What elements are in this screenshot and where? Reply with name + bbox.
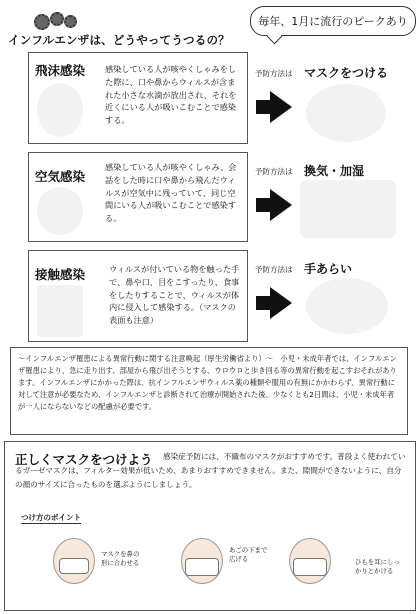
arrow-head-icon xyxy=(270,91,292,123)
mask-step-label: マスクを鼻の形に合わせる xyxy=(101,550,140,567)
virus-icon xyxy=(34,12,82,30)
window-humidifier-illustration xyxy=(300,180,396,238)
route-title: 接触感染 xyxy=(35,267,86,282)
mask-step-label: あごの下まで広げる xyxy=(229,546,268,563)
mask-step-label: ひもを耳にしっかりとかける xyxy=(355,558,400,575)
sneezing-person-illustration xyxy=(37,83,83,137)
prevention-text: 手あらい xyxy=(304,262,353,276)
prevention-label: 予防方法は xyxy=(255,167,293,176)
door-touch-illustration xyxy=(37,285,83,337)
page-title: インフルエンザは、どうやってうつるの？ xyxy=(8,33,230,47)
route-title: 飛沫感染 xyxy=(35,63,86,78)
prevention-text: 換気・加湿 xyxy=(304,164,365,178)
peak-callout-text: 毎年、1月に流行のピークあり xyxy=(258,15,408,28)
arrow-icon xyxy=(256,100,270,114)
prevention-text: マスクをつける xyxy=(304,66,389,80)
abnormal-behavior-notice xyxy=(10,347,408,435)
arrow-icon xyxy=(256,296,270,310)
route-description: ウィルスが付いている物を触った手で、鼻や口、目をこすったり、食事をしたりすることで、ウィルスが体内に侵入して感染する。（マスクの表面も注意） xyxy=(109,264,240,326)
handwashing-illustration xyxy=(306,278,388,334)
route-description: 感染している人が咳やくしゃみ、会話をした時に口や鼻から飛んだウィルスが空気中に残っていて、同じ空間にいる人が吸いこむことで感染する。 xyxy=(105,162,237,224)
mask-icon xyxy=(59,558,89,574)
mask-step-1 xyxy=(53,528,163,604)
mask-section xyxy=(4,441,416,611)
notice-text: ～インフルエンザ罹患による異常行動に関する注意喚起（厚生労働省より）～ 小児・未成年者では、インフルエンザ罹患により、急に走り出す、部屋から飛び出そうとする、ウロウロと歩き回る等の異常行動を起こすおそれがあります。インフルエンザにかかった際は、抗インフルエンザウィルス薬の種類や服用の有無にかかわらず、異常行動に対して注意が必要なため、インフルエンザと診断されて治療が開始された後、少なくとも2日間は、小児・未成年者が一人にならないなどの配慮が必要です。 xyxy=(18,354,397,411)
route-description: 感染している人が咳やくしゃみをした際に、口や鼻からウィルスが含まれた小さな水滴が放出され、それを近くにいる人が吸いこむことで感染する。 xyxy=(105,64,237,126)
route-card-airborne xyxy=(28,152,248,242)
mask-icon xyxy=(185,558,219,576)
route-title: 空気感染 xyxy=(35,169,86,184)
mask-step-3 xyxy=(289,528,413,604)
mask-section-title: 正しくマスクをつけよう xyxy=(15,452,153,467)
prevention-label: 予防方法は xyxy=(255,69,293,78)
route-card-contact xyxy=(28,250,248,342)
mask-step-2 xyxy=(181,528,291,604)
prevention-label: 予防方法は xyxy=(255,265,293,274)
route-card-droplet xyxy=(28,52,248,144)
masked-child-illustration xyxy=(306,84,386,142)
mask-section-text: 感染症予防には、不織布のマスクがおすすめです。普段よく使われているガーゼマスクは、フィルター効果が低いため、あまりおすすめできません。また、隙間ができないように、自分の顔のサイズに合ったものを選ぶようにしましょう。 xyxy=(15,452,406,489)
talking-person-illustration xyxy=(37,187,83,235)
arrow-icon xyxy=(256,198,270,212)
arrow-head-icon xyxy=(270,287,292,319)
mask-points-label: つけ方のポイント xyxy=(21,513,81,522)
arrow-head-icon xyxy=(270,189,292,221)
peak-callout xyxy=(250,6,416,36)
mask-icon xyxy=(293,558,327,576)
